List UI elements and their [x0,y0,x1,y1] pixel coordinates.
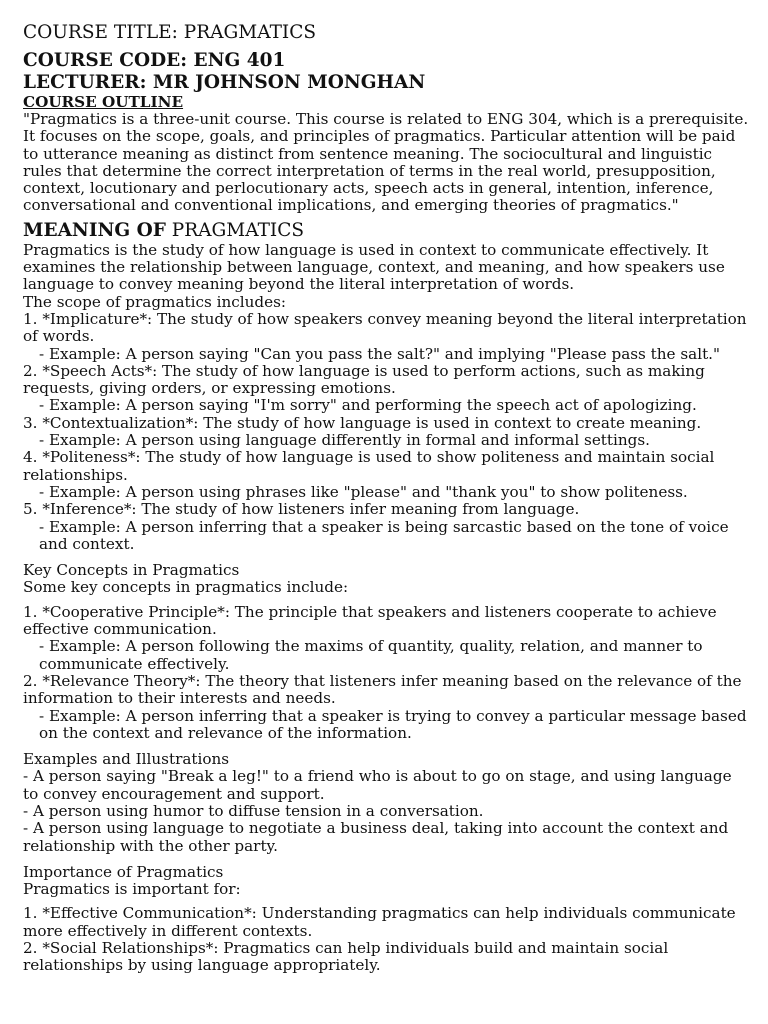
document-page [23,22,751,975]
scope-example: - Example: A person saying "Can you pass the salt?" and implying "Please pass the salt." [39,344,720,363]
scope-intro: The scope of pragmatics includes: [23,292,287,311]
course-outline-heading: COURSE OUTLINE [23,93,184,111]
concept-item: 1. *Cooperative Principle*: The principle that speakers and listeners cooperate to achieve effective communication. [23,602,722,639]
scope-example: - Example: A person using language differently in formal and informal settings. [39,431,650,450]
importance-heading: Importance of Pragmatics [23,862,224,881]
key-concepts-intro: Some key concepts in pragmatics include: [23,578,349,597]
scope-item: 2. *Speech Acts*: The study of how language is used to perform actions, such as making requests, giving orders, or expressing emotions. [23,361,710,398]
example-item: - A person using language to negotiate a business deal, taking into account the context and relationship with the other party. [23,819,734,855]
scope-item: 3. *Contextualization*: The study of how language is used in context to create meaning. [23,413,702,432]
course-outline-text: "Pragmatics is a three-unit course. This course is related to ENG 304, which is a prerequisite. It focuses on the scope, goals, and principles of pragmatics. Particular attention will be paid to utterance meaning as distinct from sentence meaning. The sociocultural and linguistic rules that determine the correct interpretation of terms in the real world, presupposition, context, locutionary and perlocutionary acts, speech acts in general, intention, inference, conversational and conventional implications, and emerging theories of pragmatics." [23,110,753,215]
concept-example: - Example: A person inferring that a speaker is trying to convey a particular message based on the context and relevance of the information. [39,706,752,742]
lecturer: LECTURER: MR JOHNSON MONGHAN [23,72,426,93]
scope-item: 4. *Politeness*: The study of how language is used to show politeness and maintain social relationships. [23,448,720,484]
scope-example: - Example: A person using phrases like "please" and "thank you" to show politeness. [39,482,688,501]
concept-item: 2. *Relevance Theory*: The theory that listeners infer meaning based on the relevance of the information to their interests and needs. [23,671,747,708]
importance-item: 1. *Effective Communication*: Understanding pragmatics can help individuals communicate more effectively in different contexts. [23,904,741,940]
scope-item: 1. *Implicature*: The study of how speakers convey meaning beyond the literal interpretation of words. [23,309,752,346]
scope-example: - Example: A person inferring that a speaker is being sarcastic based on the tone of voice and context. [39,517,734,553]
course-code: COURSE CODE: ENG 401 [23,50,286,71]
example-item: - A person using humor to diffuse tension in a conversation. [23,801,484,820]
course-title: COURSE TITLE: PRAGMATICS [23,22,317,43]
scope-item: 5. *Inference*: The study of how listeners infer meaning from language. [23,500,580,519]
concept-example: - Example: A person following the maxims of quantity, quality, relation, and manner to communicate effectively. [39,637,708,673]
key-concepts-heading: Key Concepts in Pragmatics [23,561,240,580]
scope-example: - Example: A person saying "I'm sorry" and performing the speech act of apologizing. [39,396,697,415]
example-item: - A person saying "Break a leg!" to a friend who is about to go on stage, and using language to convey encouragement and support. [23,767,737,803]
meaning-heading-bold: MEANING OF [23,219,166,241]
importance-intro: Pragmatics is important for: [23,880,241,899]
importance-item: 2. *Social Relationships*: Pragmatics can help individuals build and maintain social relationships by using language appropriately. [23,939,674,975]
examples-heading: Examples and Illustrations [23,750,230,769]
meaning-heading [23,220,751,242]
meaning-heading-rest: PRAGMATICS [165,219,305,241]
meaning-intro: Pragmatics is the study of how language is used in context to communicate effectively. It examines the relationship between language, context, and meaning, and how speakers use language to convey meaning beyond the literal interpretation of words. [23,240,730,294]
